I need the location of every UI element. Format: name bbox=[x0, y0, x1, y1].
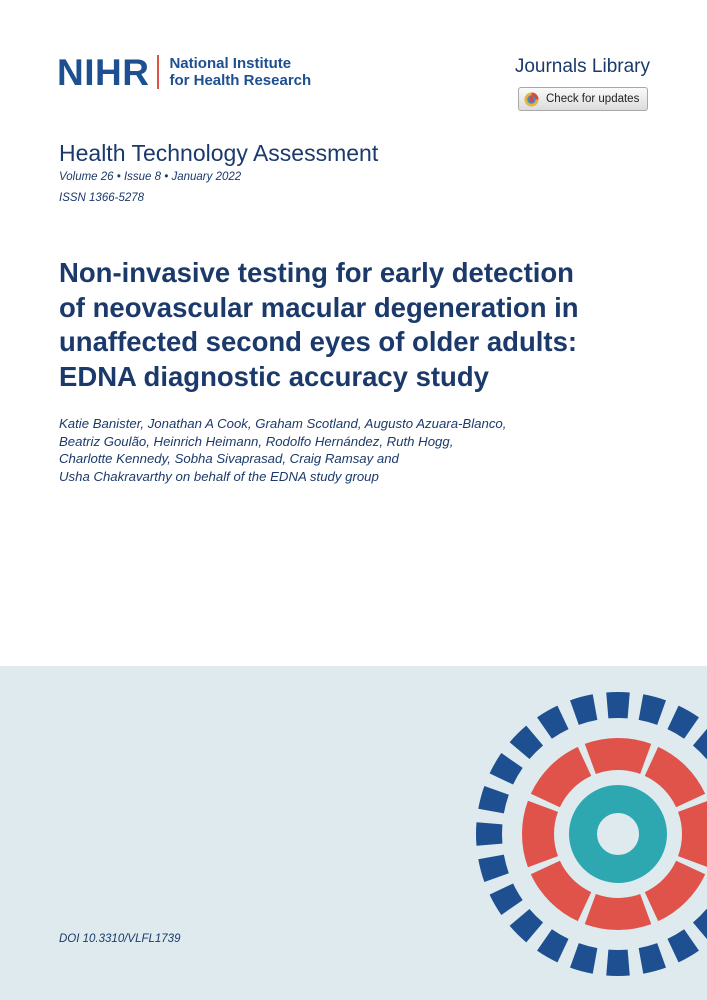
outer-ring-segment bbox=[537, 706, 568, 739]
article-title-line: EDNA diagnostic accuracy study bbox=[59, 360, 489, 392]
middle-ring-segment bbox=[645, 861, 705, 921]
article-title bbox=[59, 256, 619, 394]
logo-mark: NIHR bbox=[57, 51, 150, 93]
outer-ring-segment bbox=[570, 694, 597, 725]
outer-ring-segment bbox=[478, 855, 509, 882]
author-line: Usha Chakravarthy on behalf of the EDNA study group bbox=[59, 468, 379, 484]
article-title-line: of neovascular macular degeneration in bbox=[59, 291, 579, 323]
concentric-target-graphic bbox=[0, 666, 707, 1000]
check-for-updates-label: Check for updates bbox=[546, 93, 640, 105]
author-list bbox=[59, 415, 506, 485]
outer-ring-segment bbox=[606, 692, 630, 718]
author-line: Charlotte Kennedy, Sobha Sivaprasad, Craig Ramsay and bbox=[59, 451, 399, 466]
middle-ring-segment bbox=[531, 747, 591, 807]
outer-ring-segment bbox=[693, 726, 707, 759]
nihr-logo bbox=[57, 52, 311, 92]
author-line: Beatriz Goulão, Heinrich Heimann, Rodolfo Hernández, Ruth Hogg, bbox=[59, 433, 454, 449]
middle-ring-segment bbox=[585, 738, 651, 774]
check-for-updates-icon bbox=[524, 92, 539, 107]
journal-issn: ISSN 1366-5278 bbox=[59, 192, 145, 204]
logo-text-line2: for Health Research bbox=[169, 72, 312, 89]
outer-ring-segment bbox=[490, 883, 523, 914]
middle-ring-segment bbox=[531, 861, 591, 921]
outer-ring-segment bbox=[476, 822, 502, 846]
outer-ring-segment bbox=[510, 909, 543, 942]
middle-ring-segment bbox=[645, 747, 705, 807]
middle-ring-segments bbox=[522, 738, 707, 930]
article-title-line: unaffected second eyes of older adults: bbox=[59, 326, 578, 357]
doi-label: DOI 10.3310/VLFL1739 bbox=[59, 933, 181, 945]
article-title-line: Non-invasive testing for early detection bbox=[59, 257, 574, 288]
logo-text bbox=[169, 55, 311, 89]
journal-title: Health Technology Assessment bbox=[59, 140, 379, 166]
outer-ring-segment bbox=[639, 694, 666, 725]
cover-bottom-panel bbox=[0, 666, 707, 1000]
outer-ring-segment bbox=[570, 943, 597, 974]
outer-ring-segment bbox=[490, 753, 523, 784]
outer-ring-segment bbox=[606, 950, 630, 976]
outer-ring-segment bbox=[639, 943, 666, 974]
inner-ring bbox=[583, 799, 653, 869]
logo-text-line1: National Institute bbox=[169, 55, 292, 72]
logo-divider bbox=[157, 55, 159, 89]
outer-ring-segment bbox=[667, 706, 698, 739]
middle-ring-segment bbox=[585, 894, 651, 930]
middle-ring-segment bbox=[678, 801, 707, 867]
outer-ring-segment bbox=[537, 929, 568, 962]
outer-ring-segment bbox=[667, 929, 698, 962]
journals-library-label: Journals Library bbox=[514, 56, 650, 77]
check-for-updates-button[interactable] bbox=[518, 87, 648, 111]
outer-ring-segment bbox=[510, 726, 543, 759]
outer-ring-segment bbox=[478, 786, 509, 813]
author-line: Katie Banister, Jonathan A Cook, Graham Scotland, Augusto Azuara-Blanco, bbox=[59, 416, 507, 431]
outer-ring-segment bbox=[693, 909, 707, 942]
journal-issue-info: Volume 26 • Issue 8 • January 2022 bbox=[59, 171, 242, 183]
middle-ring-segment bbox=[522, 801, 558, 867]
